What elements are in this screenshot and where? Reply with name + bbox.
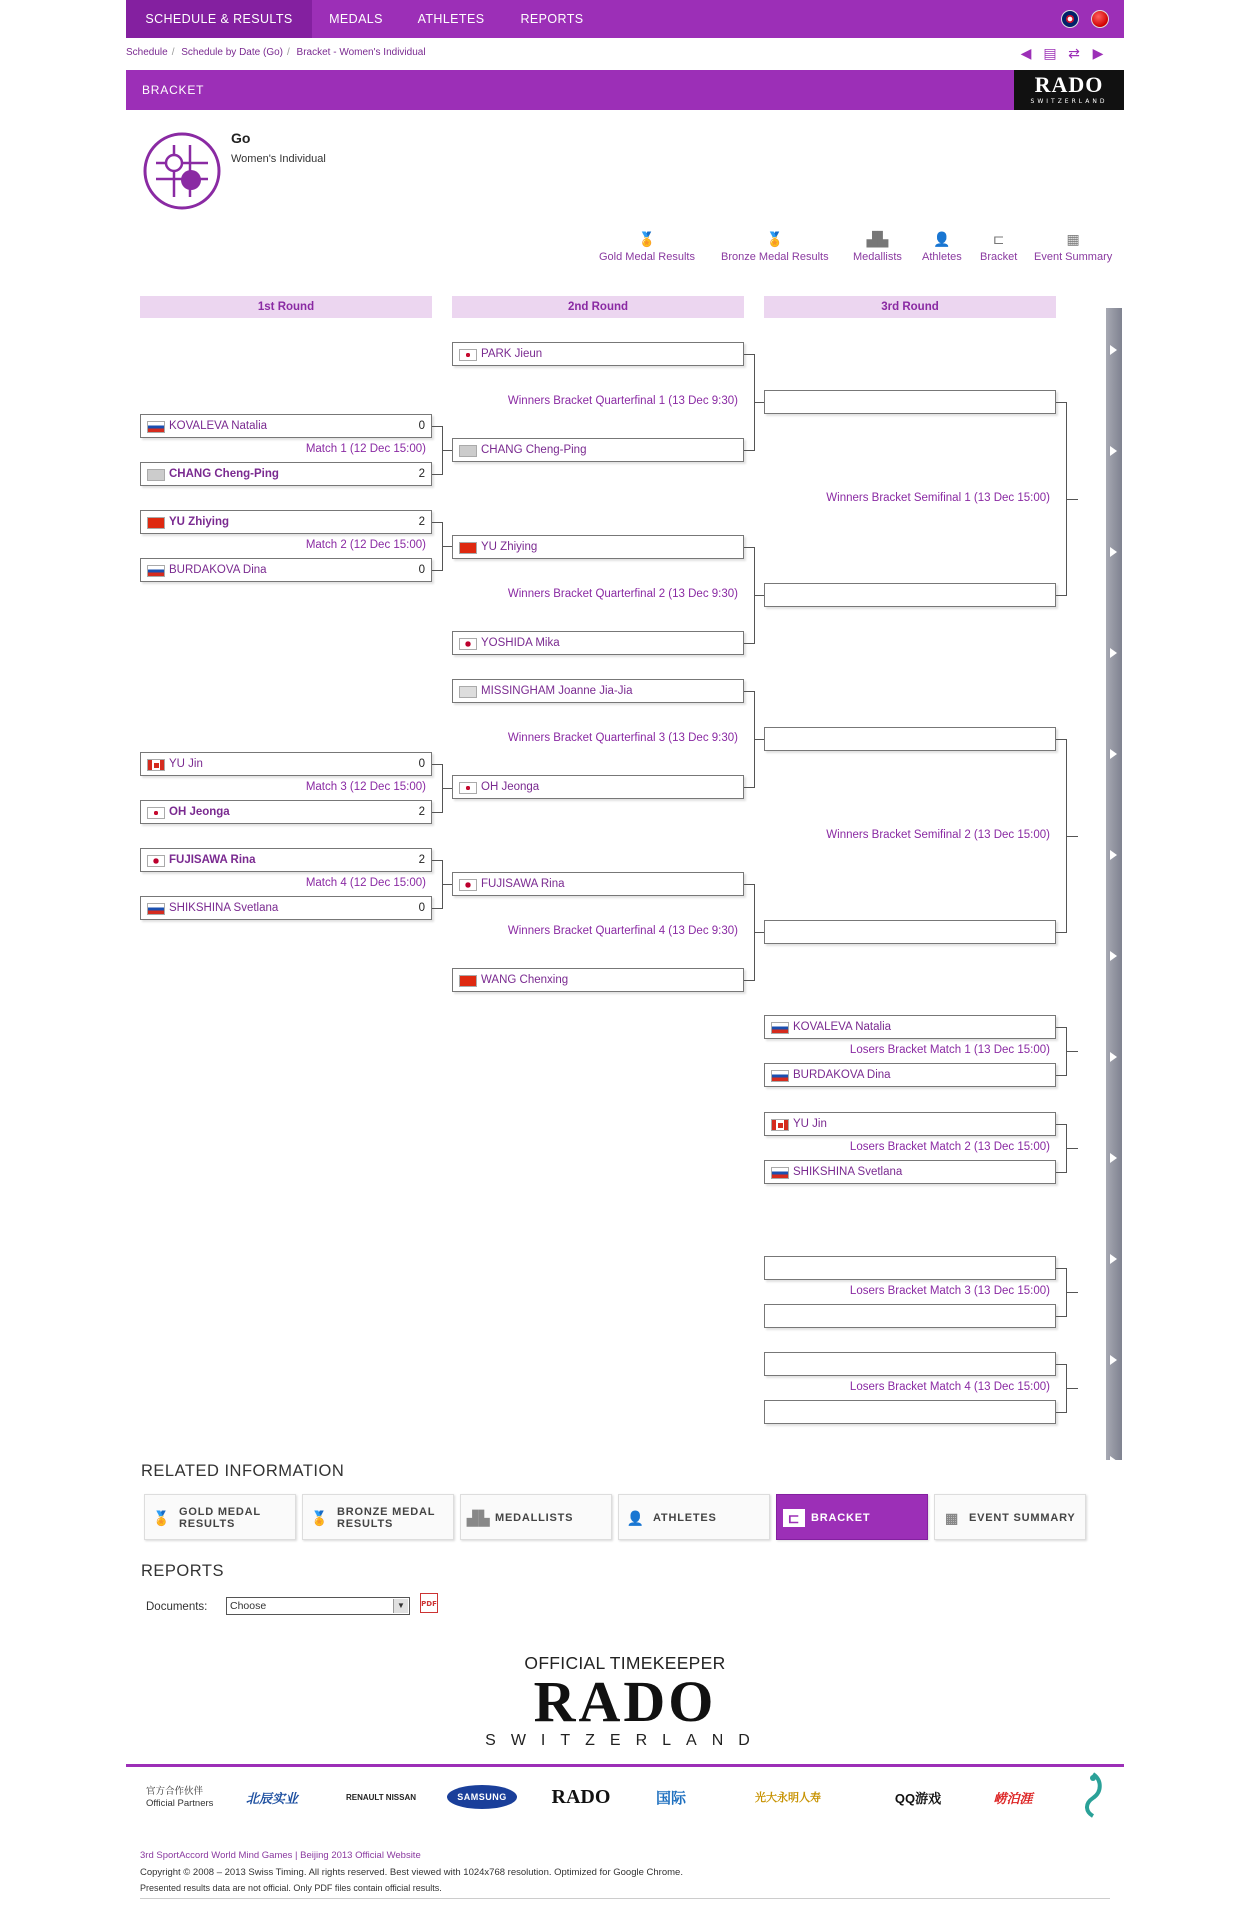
sponsor-samsung-logo[interactable]: SAMSUNG <box>444 1777 520 1817</box>
bracket-player-slot[interactable] <box>140 752 432 776</box>
match-label[interactable]: Losers Bracket Match 1 (13 Dec 15:00) <box>849 1044 1050 1056</box>
match-label[interactable]: Winners Bracket Semifinal 1 (13 Dec 15:00) <box>826 492 1050 504</box>
bracket-player-slot[interactable] <box>764 1400 1056 1424</box>
bracket-player-slot[interactable] <box>452 535 744 559</box>
official-partners-label: 官方合作伙伴 Official Partners <box>146 1786 214 1809</box>
country-flag-icon <box>459 782 477 794</box>
sponsor-guoji-logo[interactable]: 国际 <box>655 1789 686 1807</box>
player-name[interactable]: PARK Jieun <box>481 348 543 360</box>
refresh-icon[interactable]: ⇄ <box>1068 46 1080 62</box>
bracket-player-slot[interactable] <box>764 1063 1056 1087</box>
player-name[interactable]: FUJISAWA Rina <box>169 854 256 866</box>
sponsor-qq-game-logo[interactable]: QQ游戏 <box>894 1790 942 1806</box>
match-label[interactable]: Winners Bracket Quarterfinal 2 (13 Dec 9:30) <box>507 588 738 600</box>
sport-name: Go <box>231 130 251 146</box>
bracket-player-slot[interactable] <box>452 775 744 799</box>
pdf-icon[interactable]: PDF <box>420 1593 438 1613</box>
gold-medal-icon: 🏅 <box>638 231 656 247</box>
bracket-player-slot[interactable] <box>452 342 744 366</box>
player-score: 2 <box>418 468 425 480</box>
player-name[interactable]: BURDAKOVA Dina <box>169 564 267 576</box>
bracket-connector <box>744 354 754 355</box>
bracket-player-slot[interactable] <box>764 920 1056 944</box>
bracket-connector <box>744 787 754 788</box>
sponsor-sunlife-everbright-logo[interactable]: 光大永明人寿 <box>755 1792 821 1804</box>
bracket-connector <box>432 908 442 909</box>
bracket-connector <box>1056 739 1066 740</box>
player-name[interactable]: YU Zhiying <box>169 516 230 528</box>
medallists-link[interactable]: ▟▙ Medallists <box>853 231 902 263</box>
forward-arrow-icon[interactable]: ▶ <box>1092 46 1104 62</box>
page-title: BRACKET <box>142 83 205 97</box>
bracket-connector <box>1066 1292 1078 1293</box>
athlete-icon: 👤 <box>933 231 951 247</box>
bronze-medal-icon: 🏅 <box>766 231 784 247</box>
athlete-icon: 👤 <box>626 1510 646 1526</box>
match-label[interactable]: Losers Bracket Match 4 (13 Dec 15:00) <box>849 1381 1050 1393</box>
country-flag-icon <box>147 565 165 577</box>
player-score: 0 <box>418 758 425 770</box>
sponsor-beichen-logo[interactable]: 北辰实业 <box>245 1790 298 1806</box>
bracket-scroll-bar[interactable] <box>1106 308 1122 1460</box>
player-name[interactable]: FUJISAWA Rina <box>481 878 565 890</box>
player-name[interactable]: CHANG Cheng-Ping <box>169 468 279 480</box>
player-score: 0 <box>418 420 425 432</box>
bracket-connector <box>744 691 754 692</box>
player-name[interactable]: YU Zhiying <box>481 541 538 553</box>
country-flag-icon <box>459 879 477 891</box>
gold-medal-icon: 🏅 <box>152 1510 172 1526</box>
chevron-down-icon[interactable]: ▼ <box>393 1599 408 1613</box>
back-arrow-icon[interactable]: ◀ <box>1020 46 1032 62</box>
breadcrumb-schedule[interactable]: Schedule <box>126 47 168 58</box>
bronze-medal-icon: 🏅 <box>310 1510 330 1526</box>
bracket-link[interactable]: ⊏ Bracket <box>980 231 1018 263</box>
bracket-connector <box>744 547 754 548</box>
bracket-player-slot[interactable] <box>764 390 1056 414</box>
player-name[interactable]: YU Jin <box>793 1118 827 1130</box>
print-icon[interactable]: ▤ <box>1043 46 1057 62</box>
bracket-player-slot[interactable] <box>764 583 1056 607</box>
athletes-link[interactable]: 👤 Athletes <box>922 231 962 263</box>
breadcrumb-schedule-by-date[interactable]: Schedule by Date (Go) <box>181 47 283 58</box>
bracket-connector <box>1056 1316 1066 1317</box>
country-flag-icon <box>459 542 477 554</box>
bracket-connector <box>1066 499 1078 500</box>
breadcrumb: Schedule / Schedule by Date (Go) / Bracket - Women's Individual <box>126 47 426 58</box>
bracket-player-slot[interactable] <box>764 727 1056 751</box>
match-label[interactable]: Losers Bracket Match 2 (13 Dec 15:00) <box>849 1141 1050 1153</box>
country-flag-icon <box>147 855 165 867</box>
bracket-connector <box>432 570 442 571</box>
country-flag-icon <box>147 903 165 915</box>
scroll-right-arrow-icon[interactable] <box>1110 345 1117 355</box>
bracket-player-slot[interactable] <box>140 414 432 438</box>
site-link[interactable]: 3rd SportAccord World Mind Games | Beijing 2013 Official Website <box>140 1850 421 1861</box>
bracket-connector <box>744 980 754 981</box>
bracket-player-slot[interactable] <box>764 1160 1056 1184</box>
scroll-right-arrow-icon[interactable] <box>1110 850 1117 860</box>
bracket-connector <box>432 522 442 523</box>
related-button-medallists[interactable]: ▟▙ MEDALLISTS <box>460 1494 612 1540</box>
player-name[interactable]: WANG Chenxing <box>481 974 569 986</box>
bracket-player-slot[interactable] <box>140 848 432 872</box>
bracket-player-slot[interactable] <box>764 1304 1056 1328</box>
player-name[interactable]: CHANG Cheng-Ping <box>481 444 587 456</box>
country-flag-icon <box>459 349 477 361</box>
match-label[interactable]: Match 1 (12 Dec 15:00) <box>305 443 426 455</box>
round-header-1: 1st Round <box>140 296 432 318</box>
scroll-right-arrow-icon[interactable] <box>1110 1052 1117 1062</box>
bracket <box>126 0 1124 1914</box>
bracket-player-slot[interactable] <box>140 462 432 486</box>
documents-select[interactable]: Choose ▼ <box>226 1597 410 1615</box>
scroll-right-arrow-icon[interactable] <box>1110 1456 1117 1466</box>
scroll-right-arrow-icon[interactable] <box>1110 951 1117 961</box>
round-header-3: 3rd Round <box>764 296 1056 318</box>
bracket-connector <box>1056 1364 1066 1365</box>
scroll-right-arrow-icon[interactable] <box>1110 1254 1117 1264</box>
player-name[interactable]: MISSINGHAM Joanne Jia-Jia <box>481 685 633 697</box>
bracket-connector <box>744 643 754 644</box>
bracket-connector <box>744 884 754 885</box>
podium-icon: ▟▙ <box>467 1510 491 1526</box>
bracket-player-slot[interactable] <box>764 1015 1056 1039</box>
match-label[interactable]: Winners Bracket Quarterfinal 3 (13 Dec 9:30) <box>507 732 738 744</box>
match-label[interactable]: Winners Bracket Semifinal 2 (13 Dec 15:00) <box>826 829 1050 841</box>
bracket-player-slot[interactable] <box>452 679 744 703</box>
bracket-connector <box>1066 1388 1078 1389</box>
disclaimer-text: Presented results data are not official. Only PDF files contain official results. <box>140 1883 442 1893</box>
player-name[interactable]: YOSHIDA Mika <box>481 637 560 649</box>
related-button-bronze-medal[interactable]: 🏅 BRONZE MEDAL RESULTS <box>302 1494 454 1540</box>
games-mascot-logo <box>1078 1770 1108 1820</box>
sponsor-laoshan-logo[interactable]: 崂泊涯 <box>993 1790 1033 1806</box>
match-label[interactable]: Winners Bracket Quarterfinal 4 (13 Dec 9:30) <box>507 925 738 937</box>
copyright-text: Copyright © 2008 – 2013 Swiss Timing. All rights reserved. Best viewed with 1024x768 resolution. Optimized for Google Chrome. <box>140 1867 683 1878</box>
bracket-connector <box>1056 1027 1066 1028</box>
bracket-connector <box>1056 1124 1066 1125</box>
country-flag-icon <box>147 807 165 819</box>
nav-athletes[interactable]: ATHLETES <box>417 12 485 26</box>
bracket-connector <box>1066 1148 1078 1149</box>
player-score: 2 <box>418 516 425 528</box>
bracket-connector <box>432 764 442 765</box>
bracket-connector <box>1066 836 1078 837</box>
player-name[interactable]: KOVALEVA Natalia <box>169 420 268 432</box>
footer-bottom-line <box>140 1898 1110 1899</box>
rado-logo: RADO SWITZERLAND <box>1014 70 1124 110</box>
related-information-title: RELATED INFORMATION <box>141 1462 345 1480</box>
bracket-connector <box>432 860 442 861</box>
bracket-player-slot[interactable] <box>452 631 744 655</box>
related-button-event-summary[interactable]: ▦ EVENT SUMMARY <box>934 1494 1086 1540</box>
bracket-connector <box>1056 1412 1066 1413</box>
country-flag-icon <box>771 1022 789 1034</box>
scroll-right-arrow-icon[interactable] <box>1110 1355 1117 1365</box>
sponsor-renault-nissan-logo[interactable]: RENAULT NISSAN <box>345 1792 417 1802</box>
documents-label: Documents: <box>146 1601 208 1613</box>
player-name[interactable]: YU Jin <box>169 758 203 770</box>
country-flag-icon <box>771 1070 789 1082</box>
scroll-right-arrow-icon[interactable] <box>1110 1153 1117 1163</box>
country-flag-icon <box>147 421 165 433</box>
footer-rado-logo: RADO <box>533 1669 717 1734</box>
scroll-right-arrow-icon[interactable] <box>1110 648 1117 658</box>
breadcrumb-current: Bracket - Women's Individual <box>296 47 426 58</box>
bracket-connector <box>432 426 442 427</box>
footer-rado-switzerland: SWITZERLAND <box>485 1732 765 1749</box>
bracket-player-slot[interactable] <box>452 872 744 896</box>
sponsor-rado-logo[interactable]: RADO <box>551 1785 611 1808</box>
nav-schedule-results[interactable]: SCHEDULE & RESULTS <box>126 0 312 38</box>
match-label[interactable]: Match 2 (12 Dec 15:00) <box>305 539 426 551</box>
country-flag-icon <box>147 469 165 481</box>
bracket-connector <box>1056 1075 1066 1076</box>
bracket-player-slot[interactable] <box>140 896 432 920</box>
country-flag-icon <box>771 1167 789 1179</box>
event-name: Women's Individual <box>231 153 326 165</box>
bracket-connector <box>1056 932 1066 933</box>
match-label[interactable]: Match 3 (12 Dec 15:00) <box>305 781 426 793</box>
country-flag-icon <box>771 1119 789 1131</box>
bracket-player-slot[interactable] <box>764 1112 1056 1136</box>
footer-divider <box>126 1764 1124 1767</box>
country-flag-icon <box>147 759 165 771</box>
bracket-icon: ⊏ <box>783 1509 805 1527</box>
gold-medal-results-link[interactable]: 🏅 Gold Medal Results <box>599 231 695 263</box>
bracket-player-slot[interactable] <box>764 1352 1056 1376</box>
bracket-connector <box>432 812 442 813</box>
scroll-right-arrow-icon[interactable] <box>1110 446 1117 456</box>
bracket-connector <box>432 474 442 475</box>
player-score: 0 <box>418 902 425 914</box>
bracket-connector <box>1056 402 1066 403</box>
round-header-2: 2nd Round <box>452 296 744 318</box>
country-flag-icon <box>147 517 165 529</box>
player-score: 2 <box>418 854 425 866</box>
event-summary-icon: ▦ <box>944 1510 960 1526</box>
bracket-connector <box>1056 595 1066 596</box>
match-label[interactable]: Losers Bracket Match 3 (13 Dec 15:00) <box>849 1285 1050 1297</box>
country-flag-icon <box>459 445 477 457</box>
bracket-connector <box>1056 1172 1066 1173</box>
bracket-player-slot[interactable] <box>764 1256 1056 1280</box>
nav-medals[interactable]: MEDALS <box>329 12 383 26</box>
scroll-right-arrow-icon[interactable] <box>1110 547 1117 557</box>
nav-reports[interactable]: REPORTS <box>520 12 584 26</box>
bronze-medal-results-link[interactable]: 🏅 Bronze Medal Results <box>721 231 829 263</box>
player-name[interactable]: OH Jeonga <box>481 781 540 793</box>
player-name[interactable]: SHIKSHINA Svetlana <box>793 1166 903 1178</box>
player-score: 2 <box>418 806 425 818</box>
player-name[interactable]: OH Jeonga <box>169 806 230 818</box>
related-button-bracket[interactable]: ⊏ BRACKET <box>776 1494 928 1540</box>
bracket-icon: ⊏ <box>992 231 1005 247</box>
bracket-connector <box>744 450 754 451</box>
bracket-player-slot[interactable] <box>140 800 432 824</box>
bracket-connector <box>1066 1051 1078 1052</box>
country-flag-icon <box>459 686 477 698</box>
bracket-connector <box>1056 1268 1066 1269</box>
player-name[interactable]: KOVALEVA Natalia <box>793 1021 892 1033</box>
player-name[interactable]: BURDAKOVA Dina <box>793 1069 891 1081</box>
official-timekeeper-label: OFFICIAL TIMEKEEPER <box>524 1653 726 1673</box>
bracket-player-slot[interactable] <box>140 558 432 582</box>
related-button-gold-medal[interactable]: 🏅 GOLD MEDAL RESULTS <box>144 1494 296 1540</box>
match-label[interactable]: Match 4 (12 Dec 15:00) <box>305 877 426 889</box>
country-flag-icon <box>459 975 477 987</box>
country-flag-icon <box>459 638 477 650</box>
related-button-athletes[interactable]: 👤 ATHLETES <box>618 1494 770 1540</box>
player-name[interactable]: SHIKSHINA Svetlana <box>169 902 279 914</box>
event-summary-icon: ▦ <box>1066 231 1080 247</box>
bracket-player-slot[interactable] <box>452 968 744 992</box>
bracket-player-slot[interactable] <box>140 510 432 534</box>
match-label[interactable]: Winners Bracket Quarterfinal 1 (13 Dec 9:30) <box>507 395 738 407</box>
scroll-right-arrow-icon[interactable] <box>1110 749 1117 759</box>
bracket-player-slot[interactable] <box>452 438 744 462</box>
podium-icon: ▟▙ <box>866 231 889 247</box>
event-summary-link[interactable]: ▦ Event Summary <box>1034 231 1113 263</box>
reports-title: REPORTS <box>141 1562 224 1580</box>
player-score: 0 <box>418 564 425 576</box>
